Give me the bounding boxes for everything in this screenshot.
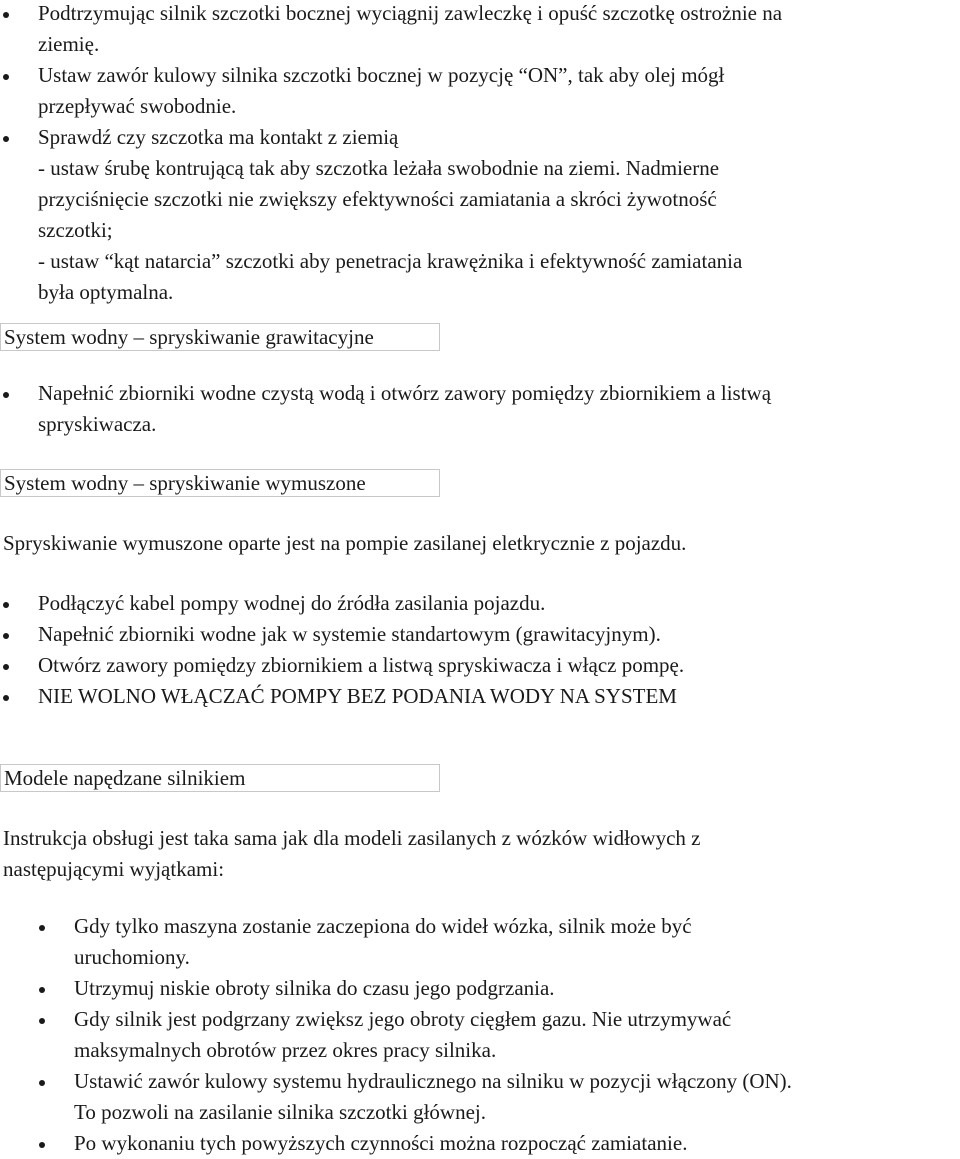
list-item-line: Napełnić zbiorniki wodne czystą wodą i otwórz zawory pomiędzy zbiornikiem a listwą [38, 381, 772, 405]
list-item-line: była optymalna. [38, 280, 174, 304]
bullet-icon [3, 633, 9, 639]
list-item [0, 973, 960, 1004]
bullet-icon [3, 12, 9, 18]
gravity-steps-list [0, 378, 960, 440]
list-item [0, 619, 960, 650]
list-item [0, 911, 960, 973]
list-item-line: Utrzymuj niskie obroty silnika do czasu jego podgrzania. [74, 976, 555, 1000]
bullet-icon [3, 695, 9, 701]
forced-steps-list [0, 588, 960, 712]
paragraph-line: Instrukcja obsługi jest taka sama jak dla modeli zasilanych z wózków widłowych z [3, 826, 701, 850]
list-item [0, 1128, 960, 1159]
bullet-icon [3, 392, 9, 398]
list-item-line: Gdy silnik jest podgrzany zwiększ jego obroty cięgłem gazu. Nie utrzymywać [74, 1007, 732, 1031]
list-item [0, 60, 960, 122]
list-item [0, 681, 960, 712]
side-brush-steps-list [0, 0, 960, 308]
list-item [0, 650, 960, 681]
bullet-icon [3, 602, 9, 608]
list-item-line: - ustaw “kąt natarcia” szczotki aby penetracja krawężnika i efektywność zamiatania [38, 249, 743, 273]
list-item [0, 122, 960, 308]
paragraph-line: następującymi wyjątkami: [3, 857, 225, 881]
list-item-line: Gdy tylko maszyna zostanie zaczepiona do wideł wózka, silnik może być [74, 914, 692, 938]
bullet-icon [39, 1080, 45, 1086]
bullet-icon [39, 1142, 45, 1148]
forced-intro-paragraph: Spryskiwanie wymuszone oparte jest na pompie zasilanej eletkrycznie z pojazdu. [3, 531, 687, 555]
section-heading-gravity-water: System wodny – spryskiwanie grawitacyjne [0, 323, 440, 351]
list-item [0, 1004, 960, 1066]
bullet-icon [39, 987, 45, 993]
list-item-line: Sprawdź czy szczotka ma kontakt z ziemią [38, 125, 399, 149]
list-item-line: To pozwoli na zasilanie silnika szczotki głównej. [74, 1100, 487, 1124]
bullet-icon [39, 1018, 45, 1024]
list-item [0, 588, 960, 619]
list-item-line: Podtrzymując silnik szczotki bocznej wyciągnij zawleczkę i opuść szczotkę ostrożnie na [38, 1, 783, 25]
list-item-line: maksymalnych obrotów przez okres pracy silnika. [74, 1038, 497, 1062]
section-heading-forced-water: System wodny – spryskiwanie wymuszone [0, 469, 440, 497]
bullet-icon [3, 74, 9, 80]
list-item [0, 378, 960, 440]
list-item-line: Otwórz zawory pomiędzy zbiornikiem a listwą spryskiwacza i włącz pompę. [38, 653, 685, 677]
list-item-line: uruchomiony. [74, 945, 190, 969]
list-item-line: Ustaw zawór kulowy silnika szczotki bocznej w pozycję “ON”, tak aby olej mógł [38, 63, 725, 87]
list-item-line: Podłączyć kabel pompy wodnej do źródła zasilania pojazdu. [38, 591, 546, 615]
list-item-line: przyciśnięcie szczotki nie zwiększy efektywności zamiatania a skróci żywotność [38, 187, 717, 211]
list-item-line: Po wykonaniu tych powyższych czynności można rozpocząć zamiatanie. [74, 1131, 688, 1155]
list-item [0, 1066, 960, 1128]
list-item-line: przepływać swobodnie. [38, 94, 237, 118]
list-item-line: szczotki; [38, 218, 113, 242]
list-item-line: Napełnić zbiorniki wodne jak w systemie standartowym (grawitacyjnym). [38, 622, 661, 646]
engine-steps-list [0, 911, 960, 1159]
section-heading-engine-models: Modele napędzane silnikiem [0, 764, 440, 792]
list-item-line: Ustawić zawór kulowy systemu hydraulicznego na silniku w pozycji włączony (ON). [74, 1069, 792, 1093]
list-item-line: spryskiwacza. [38, 412, 157, 436]
bullet-icon [39, 925, 45, 931]
list-item-line: ziemię. [38, 32, 100, 56]
list-item-line: - ustaw śrubę kontrującą tak aby szczotka leżała swobodnie na ziemi. Nadmierne [38, 156, 720, 180]
bullet-icon [3, 136, 9, 142]
list-item-line: NIE WOLNO WŁĄCZAĆ POMPY BEZ PODANIA WODY NA SYSTEM [38, 684, 677, 708]
bullet-icon [3, 664, 9, 670]
engine-intro-paragraph [3, 823, 943, 885]
list-item [0, 0, 960, 60]
